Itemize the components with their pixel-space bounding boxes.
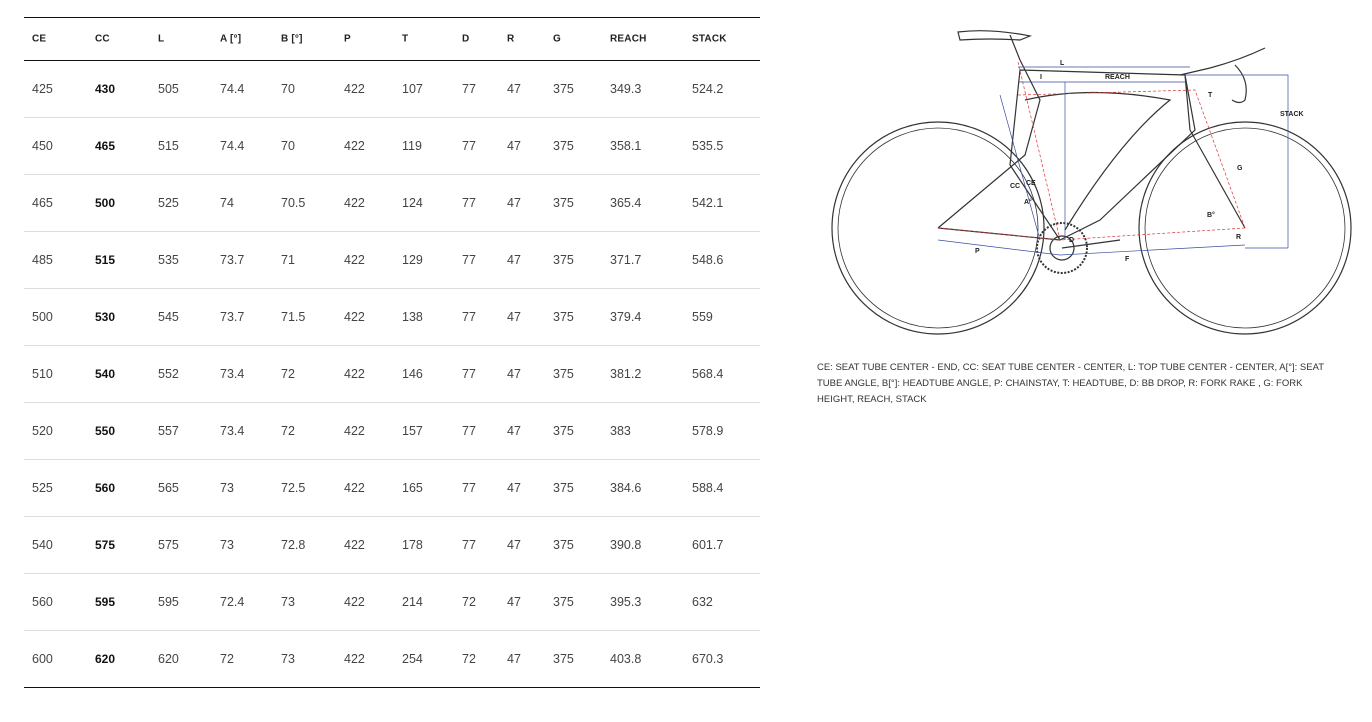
column-header: STACK — [692, 33, 727, 45]
label-r: R — [1236, 234, 1242, 241]
table-cell: 73.7 — [220, 310, 245, 324]
table-cell: 365.4 — [610, 196, 642, 210]
table-row — [24, 460, 760, 517]
table-cell: 530 — [95, 310, 116, 324]
table-cell: 72 — [462, 652, 476, 666]
table-cell: 178 — [402, 538, 423, 552]
column-header: T — [402, 33, 409, 45]
label-stack: STACK — [1280, 111, 1304, 118]
table-cell: 157 — [402, 424, 423, 438]
table-cell: 620 — [95, 652, 116, 666]
table-cell: 384.6 — [610, 481, 642, 495]
label-d: D — [1069, 237, 1075, 244]
column-header: G — [553, 33, 561, 45]
table-cell: 72 — [281, 424, 295, 438]
table-cell: 119 — [402, 139, 422, 153]
table-cell: 254 — [402, 652, 423, 666]
table-cell: 422 — [344, 538, 365, 552]
table-cell: 146 — [402, 367, 423, 381]
table-cell: 73 — [281, 652, 295, 666]
table-cell: 379.4 — [610, 310, 642, 324]
table-cell: 72 — [281, 367, 295, 381]
table-cell: 595 — [158, 595, 179, 609]
table-cell: 525 — [32, 481, 53, 495]
table-cell: 70 — [281, 82, 295, 96]
table-cell: 422 — [344, 367, 365, 381]
table-cell: 138 — [402, 310, 423, 324]
table-cell: 600 — [32, 652, 53, 666]
table-cell: 540 — [95, 367, 116, 381]
table-cell: 422 — [344, 82, 365, 96]
table-cell: 77 — [462, 253, 476, 267]
table-cell: 358.1 — [610, 139, 642, 153]
column-header: B [°] — [281, 33, 303, 45]
table-cell: 375 — [553, 595, 574, 609]
table-cell: 500 — [95, 196, 116, 210]
table-cell: 74.4 — [220, 139, 245, 153]
saddle — [958, 31, 1030, 40]
table-cell: 375 — [553, 424, 574, 438]
table-cell: 542.1 — [692, 196, 724, 210]
table-cell: 525 — [158, 196, 179, 210]
table-cell: 505 — [158, 82, 179, 96]
label-t: T — [1208, 92, 1213, 99]
reference-lines — [938, 62, 1245, 240]
table-cell: 568.4 — [692, 367, 724, 381]
table-cell: 47 — [507, 595, 521, 609]
table-cell: 559 — [692, 310, 713, 324]
column-header: REACH — [610, 33, 647, 45]
table-cell: 74 — [220, 196, 234, 210]
table-cell: 47 — [507, 139, 521, 153]
table-cell: 403.8 — [610, 652, 642, 666]
table-row — [24, 232, 760, 289]
bike-geometry-diagram — [820, 20, 1360, 340]
table-cell: 74.4 — [220, 82, 245, 96]
table-cell: 124 — [402, 196, 423, 210]
table-row — [24, 574, 760, 631]
table-cell: 77 — [462, 196, 476, 210]
table-cell: 375 — [553, 481, 574, 495]
table-cell: 422 — [344, 253, 365, 267]
column-header: R — [507, 33, 515, 45]
table-header — [24, 17, 760, 61]
table-cell: 520 — [32, 424, 53, 438]
table-cell: 47 — [507, 310, 521, 324]
table-cell: 72.5 — [281, 481, 306, 495]
label-reach: REACH — [1105, 74, 1130, 81]
table-cell: 425 — [32, 82, 53, 96]
label-cc: CC — [1010, 183, 1021, 190]
table-cell: 422 — [344, 481, 365, 495]
column-header: A [°] — [220, 33, 242, 45]
table-cell: 550 — [95, 424, 116, 438]
dimension-lines — [938, 67, 1288, 255]
table-cell: 375 — [553, 196, 574, 210]
table-cell: 390.8 — [610, 538, 642, 552]
table-cell: 588.4 — [692, 481, 724, 495]
column-header: L — [158, 33, 165, 45]
table-cell: 73 — [220, 481, 234, 495]
table-cell: 47 — [507, 196, 521, 210]
table-cell: 349.3 — [610, 82, 642, 96]
table-cell: 71.5 — [281, 310, 306, 324]
table-cell: 129 — [402, 253, 423, 267]
table-row — [24, 403, 760, 460]
table-cell: 47 — [507, 424, 521, 438]
table-cell: 515 — [95, 253, 116, 267]
table-cell: 73 — [281, 595, 295, 609]
table-row — [24, 61, 760, 118]
table-cell: 77 — [462, 310, 476, 324]
table-cell: 422 — [344, 310, 365, 324]
label-p: P — [975, 248, 980, 255]
table-cell: 510 — [32, 367, 53, 381]
table-cell: 552 — [158, 367, 179, 381]
column-header: CC — [95, 33, 110, 45]
table-cell: 381.2 — [610, 367, 642, 381]
table-cell: 422 — [344, 424, 365, 438]
table-cell: 77 — [462, 481, 476, 495]
table-row — [24, 517, 760, 574]
table-cell: 422 — [344, 139, 365, 153]
label-f: F — [1125, 256, 1130, 263]
table-cell: 670.3 — [692, 652, 724, 666]
label-l: L — [1060, 60, 1065, 67]
table-cell: 450 — [32, 139, 53, 153]
table-cell: 73.4 — [220, 424, 245, 438]
label-b: B° — [1207, 212, 1215, 219]
table-cell: 107 — [402, 82, 423, 96]
table-cell: 72.8 — [281, 538, 306, 552]
table-cell: 72.4 — [220, 595, 245, 609]
table-cell: 575 — [158, 538, 179, 552]
table-cell: 375 — [553, 652, 574, 666]
column-header: CE — [32, 33, 47, 45]
table-cell: 560 — [32, 595, 53, 609]
table-row — [24, 118, 760, 175]
label-g: G — [1237, 165, 1243, 172]
table-cell: 565 — [158, 481, 179, 495]
table-cell: 540 — [32, 538, 53, 552]
table-cell: 71 — [281, 253, 295, 267]
table-cell: 515 — [158, 139, 179, 153]
table-cell: 422 — [344, 652, 365, 666]
column-header: D — [462, 33, 470, 45]
table-cell: 47 — [507, 253, 521, 267]
table-cell: 535 — [158, 253, 179, 267]
table-cell: 72 — [220, 652, 234, 666]
geometry-legend-caption: CE: SEAT TUBE CENTER - END, CC: SEAT TUBE CENTER - CENTER, L: TOP TUBE CENTER - CENTER, A[°]: SEAT TUBE ANGLE, B[°]: HEADTUBE ANGLE, P: CHAINSTAY, T: HEADTUBE, D: BB DROP, R: FORK RAKE , G: FORK HEIGHT, REACH, STACK — [817, 362, 1324, 405]
table-cell: 77 — [462, 424, 476, 438]
table-cell: 70 — [281, 139, 295, 153]
frame — [938, 60, 1245, 240]
seat-post — [1010, 35, 1020, 60]
table-cell: 77 — [462, 139, 476, 153]
table-cell: 371.7 — [610, 253, 642, 267]
table-cell: 535.5 — [692, 139, 724, 153]
table-cell: 465 — [95, 139, 116, 153]
table-cell: 595 — [95, 595, 116, 609]
table-cell: 165 — [402, 481, 423, 495]
table-cell: 73 — [220, 538, 234, 552]
geometry-table — [24, 17, 760, 688]
table-cell: 47 — [507, 481, 521, 495]
table-cell: 375 — [553, 253, 574, 267]
table-cell: 575 — [95, 538, 116, 552]
table-row — [24, 175, 760, 232]
label-ce: CE — [1026, 180, 1036, 187]
table-cell: 375 — [553, 538, 574, 552]
table-cell: 430 — [95, 82, 116, 96]
table-row — [24, 289, 760, 346]
table-cell: 578.9 — [692, 424, 724, 438]
table-cell: 500 — [32, 310, 53, 324]
table-cell: 395.3 — [610, 595, 642, 609]
table-cell: 72 — [462, 595, 476, 609]
table-cell: 73.4 — [220, 367, 245, 381]
table-row — [24, 631, 760, 688]
table-cell: 601.7 — [692, 538, 724, 552]
table-cell: 47 — [507, 652, 521, 666]
table-cell: 375 — [553, 139, 574, 153]
table-cell: 548.6 — [692, 253, 724, 267]
table-cell: 383 — [610, 424, 631, 438]
table-cell: 557 — [158, 424, 179, 438]
table-cell: 77 — [462, 82, 476, 96]
table-cell: 632 — [692, 595, 713, 609]
table-cell: 485 — [32, 253, 53, 267]
table-cell: 375 — [553, 82, 574, 96]
table-cell: 375 — [553, 367, 574, 381]
table-row — [24, 346, 760, 403]
table-cell: 465 — [32, 196, 53, 210]
table-cell: 524.2 — [692, 82, 724, 96]
table-cell: 47 — [507, 538, 521, 552]
table-cell: 70.5 — [281, 196, 306, 210]
table-cell: 620 — [158, 652, 179, 666]
table-cell: 422 — [344, 595, 365, 609]
table-cell: 47 — [507, 367, 521, 381]
table-cell: 422 — [344, 196, 365, 210]
table-cell: 73.7 — [220, 253, 245, 267]
table-cell: 77 — [462, 367, 476, 381]
table-cell: 560 — [95, 481, 116, 495]
label-i: I — [1040, 74, 1042, 81]
table-cell: 47 — [507, 82, 521, 96]
table-cell: 214 — [402, 595, 423, 609]
table-cell: 77 — [462, 538, 476, 552]
column-header: P — [344, 33, 351, 45]
table-cell: 375 — [553, 310, 574, 324]
table-cell: 545 — [158, 310, 179, 324]
label-a: A° — [1024, 199, 1032, 206]
